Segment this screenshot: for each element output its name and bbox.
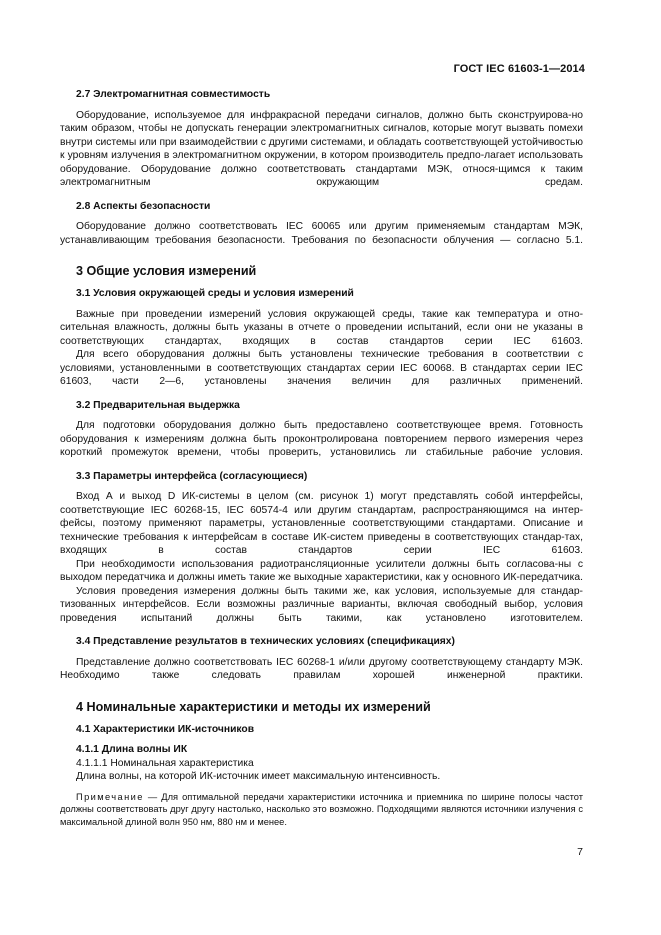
section-3-1-paragraph-2: Для всего оборудования должны быть установлены технические требования в соответствии с условиями, установленными в соответствующих стандартах серии IEC 60068. В стандартах серии IEC 61603, части 2—6, установлены значения величин для различных применений. <box>60 349 583 387</box>
section-3-title: 3 Общие условия измерений <box>76 264 257 278</box>
section-3-4-paragraph: Представление должно соответствовать IEC 60268-1 и/или другому соответствующему стандарту МЭК. Необходимо также следовать правилам хорошей инженерной практики. <box>60 656 583 681</box>
section-3-1-paragraph-1: Важные при проведении измерений условия окружающей среды, такие как температура и отно-сительная влажность, должны быть указаны в отчете о проведении испытаний, если они не указаны в соответствующих стандартах, входящих в состав стандартов серии IEC 61603. <box>60 308 583 347</box>
section-3-2-paragraph: Для подготовки оборудования должно быть предоставлено соответствующее время. Готовность оборудования к измерениям должна быть проконтролирована повторением первого измерения через короткий промежуток времени, чтобы проверить, установились ли стабильные рабочие условия. <box>60 420 583 458</box>
note-paragraph <box>60 791 583 829</box>
note-text: — Для оптимальной передачи характеристики источника и приемника по ширине полосы частот должны соответствовать друг другу настолько, насколько это возможно. Подходящими являются источники излучения с максимальной длиной волн 950 нм, 880 нм и менее. <box>60 791 583 827</box>
section-2-7-paragraph: Оборудование, используемое для инфракрасной передачи сигналов, должно быть сконструирова-но таким образом, чтобы не допускать генерации электромагнитных сигналов, которые могут вызвать помехи внутри системы или при взаимодействии с другими системами, и обладать соответствующей устойчивостью к уровням излучения в электромагнитном окружении, в котором производитель предпо-лагает использовать оборудование. Оборудование должно соответствовать стандартами МЭК, относя-щимся к таким электромагнитным окружающим средам. <box>60 109 583 188</box>
page-content <box>60 88 583 828</box>
section-4-1-1-title: 4.1.1 Длина волны ИК <box>76 744 188 755</box>
section-3-3-paragraph-1: Вход А и выход D ИК-системы в целом (см. рисунок 1) могут представлять собой интерфейсы, соответствующие IEC 60268-15, IEC 60574-4 или другим стандартам, распространяющимся на интер-фейсы, поэтому применяют параметры, установленные соответствующими стандартами. Описание и технические требования к интерфейсам в составе ИК-систем приведены в соответствующих стандар-тах, входящих в состав стандартов серии IEC 61603. <box>60 491 583 556</box>
section-3-2-title: 3.2 Предварительная выдержка <box>76 399 240 411</box>
section-4-1-title: 4.1 Характеристики ИК-источников <box>76 723 255 735</box>
section-2-7-title: 2.7 Электромагнитная совместимость <box>76 89 271 100</box>
section-3-3-paragraph-2: При необходимости использования радиотрансляционные усилители должны быть согласова-ны с выходом передатчика и должны иметь такие же выходные характеристики, как у основного ИК-передатчика. <box>60 558 583 583</box>
section-4-1-1-1-definition: Длина волны, на которой ИК-источник имеет максимальную интенсивность. <box>76 771 441 782</box>
section-3-3-title: 3.3 Параметры интерфейса (согласующиеся) <box>76 470 308 482</box>
section-2-8-paragraph: Оборудование должно соответствовать IEC 60065 или другим применяемым стандартам МЭК, устанавливающим требования безопасности. Требования по безопасности облучения — согласно 5.1. <box>60 221 583 246</box>
section-4-1-1-1-title: 4.1.1.1 Номинальная характеристика <box>76 757 254 769</box>
page-number: 7 <box>577 846 583 858</box>
section-2-8-title: 2.8 Аспекты безопасности <box>76 200 211 212</box>
section-3-3-paragraph-3: Условия проведения измерения должны быть такими же, как условия, используемые для стандар-тизованных интерфейсов. Если возможны различные варианты, включая свободный выбор, условия проведения испытаний должны быть такими, как установлено изготовителем. <box>60 585 583 624</box>
section-3-4-title: 3.4 Представление результатов в технических условиях (спецификациях) <box>76 636 455 647</box>
section-4-title: 4 Номинальные характеристики и методы их измерений <box>76 699 431 714</box>
note-label: Примечание <box>76 791 144 802</box>
section-3-1-title: 3.1 Условия окружающей среды и условия измерений <box>76 288 354 299</box>
document-header: ГОСТ IEC 61603-1—2014 <box>453 63 585 75</box>
